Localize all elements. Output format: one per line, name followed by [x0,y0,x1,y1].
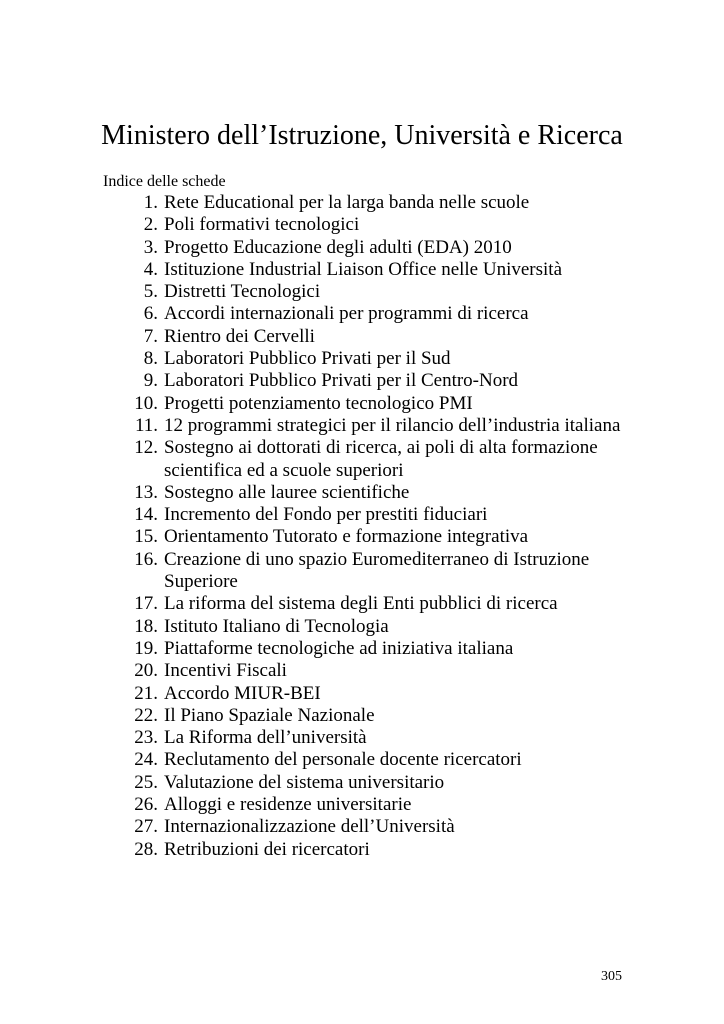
item-number: 13. [134,481,158,503]
item-text: La Riforma dell’università [164,727,367,749]
list-item [103,326,643,348]
item-text: Istituzione Industrial Liaison Office nelle Università [164,258,563,280]
list-item [103,749,643,771]
item-text: Incremento del Fondo per prestiti fiduciari [164,504,488,526]
page-title: Ministero dell’Istruzione, Università e Ricerca [101,120,623,151]
list-item [103,214,643,236]
list-item [103,705,643,727]
item-text: Creazione di uno spazio Euromediterraneo di Istruzione Superiore [164,548,590,593]
item-number: 12. [134,437,158,459]
item-number: 22. [134,704,158,726]
list-item [103,794,643,816]
item-number: 26. [134,794,158,816]
item-number: 14. [134,504,158,526]
item-text: Il Piano Spaziale Nazionale [164,704,375,726]
item-text: Progetto Educazione degli adulti (EDA) 2010 [164,236,512,258]
item-number: 16. [134,548,158,570]
item-number: 15. [134,526,158,548]
item-text: Alloggi e residenze universitarie [164,794,412,816]
list-item [103,526,643,548]
item-text: 12 programmi strategici per il rilancio dell’industria italiana [164,414,621,436]
item-number: 25. [134,771,158,793]
list-item [103,370,643,392]
item-number: 27. [134,816,158,838]
item-text: Accordo MIUR-BEI [164,682,321,704]
item-text: Rientro dei Cervelli [164,325,315,347]
item-text: Incentivi Fiscali [164,660,287,682]
item-number: 1. [143,192,158,213]
item-text: La riforma del sistema degli Enti pubblici di ricerca [164,593,558,615]
list-item [103,303,643,325]
list-item [103,683,643,705]
item-number: 24. [134,749,158,771]
item-number: 6. [143,303,158,325]
item-number: 4. [143,258,158,280]
item-text: Poli formativi tecnologici [164,214,360,236]
list-item [103,638,643,660]
list-item [103,192,643,214]
list-item [103,259,643,281]
index-heading: Indice delle schede [103,173,226,190]
item-text: Laboratori Pubblico Privati per il Sud [164,348,451,370]
item-text: Accordi internazionali per programmi di ricerca [164,303,529,325]
item-number: 20. [134,660,158,682]
item-text: Laboratori Pubblico Privati per il Centro-Nord [164,370,519,392]
list-item [103,348,643,370]
list-item [103,616,643,638]
item-text: Piattaforme tecnologiche ad iniziativa italiana [164,637,514,659]
list-item [103,839,643,861]
item-number: 17. [134,593,158,615]
item-text: Sostegno ai dottorati di ricerca, ai poli di alta formazione scientifica ed a scuole superiori [164,437,598,481]
item-number: 5. [143,281,158,303]
item-number: 7. [143,325,158,347]
list-item [103,437,643,482]
item-text: Internazionalizzazione dell’Università [164,816,455,838]
item-number: 10. [134,392,158,414]
index-list [103,192,643,861]
item-number: 19. [134,637,158,659]
page-number: 305 [601,969,622,984]
item-number: 3. [143,236,158,258]
list-item [103,482,643,504]
item-text: Sostegno alle lauree scientifiche [164,481,410,503]
item-text: Reclutamento del personale docente ricercatori [164,749,522,771]
list-item [103,415,643,437]
item-number: 18. [134,615,158,637]
list-item [103,727,643,749]
item-text: Retribuzioni dei ricercatori [164,838,370,860]
list-item [103,816,643,838]
list-item [103,772,643,794]
list-item [103,237,643,259]
list-item [103,393,643,415]
item-number: 11. [134,414,158,436]
item-number: 9. [143,370,158,392]
item-number: 8. [143,348,158,370]
item-text: Istituto Italiano di Tecnologia [164,615,389,637]
item-number: 21. [134,682,158,704]
item-number: 2. [143,214,158,236]
item-text: Valutazione del sistema universitario [164,771,445,793]
list-item [103,504,643,526]
list-item [103,549,643,594]
list-item [103,660,643,682]
item-text: Progetti potenziamento tecnologico PMI [164,392,473,414]
item-text: Rete Educational per la larga banda nelle scuole [164,192,530,213]
item-text: Distretti Tecnologici [164,281,321,303]
item-text: Orientamento Tutorato e formazione integrativa [164,526,529,548]
item-number: 23. [134,727,158,749]
list-item [103,281,643,303]
item-number: 28. [134,838,158,860]
list-item [103,593,643,615]
